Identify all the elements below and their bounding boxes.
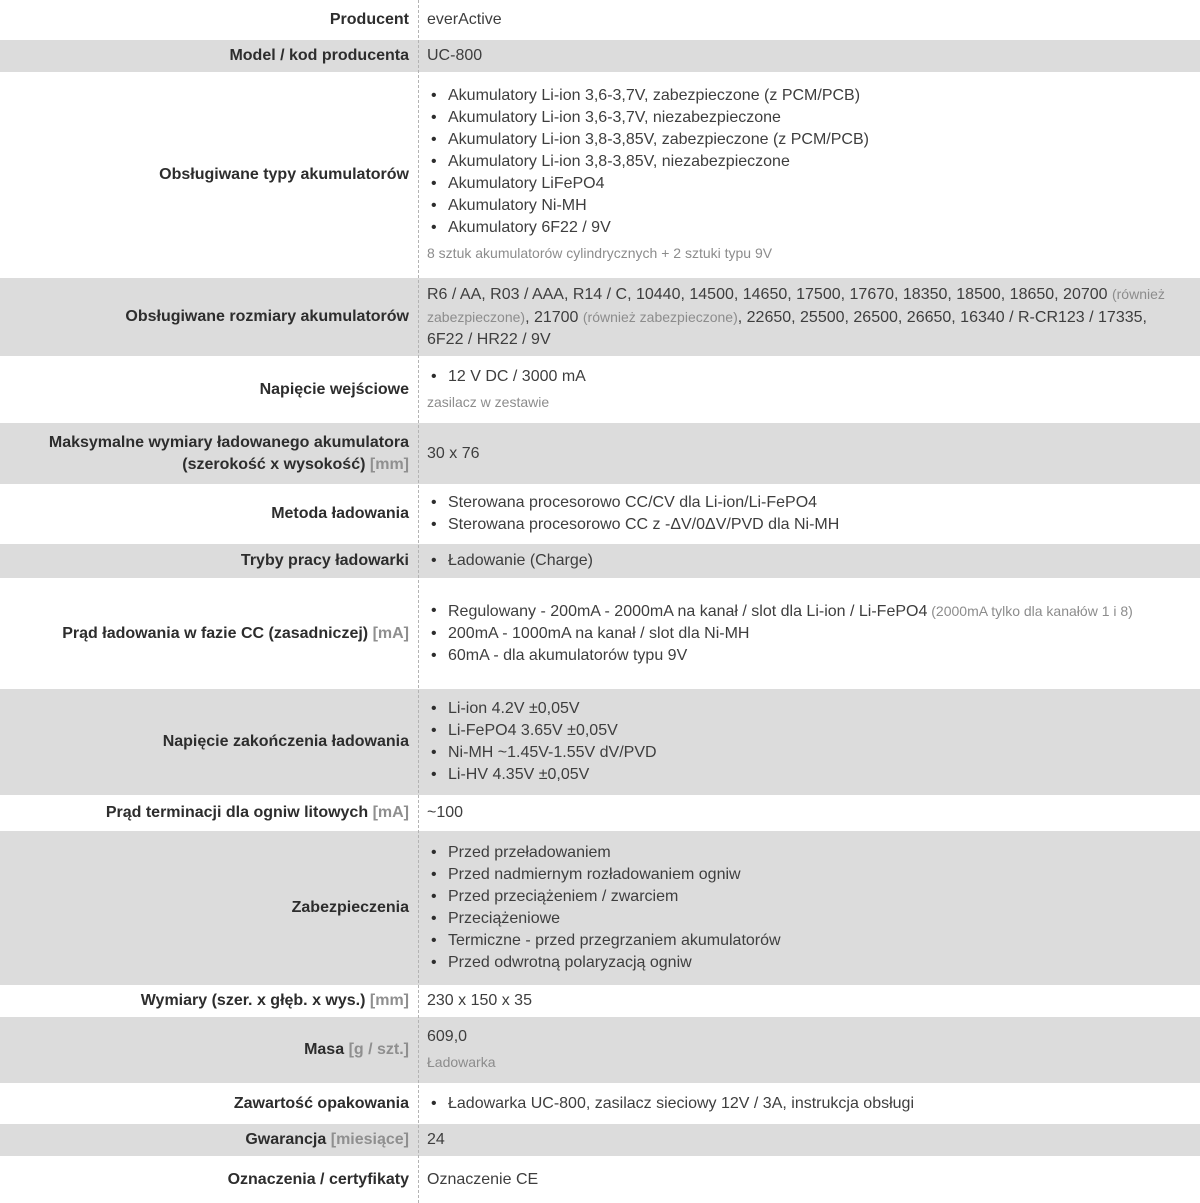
- spec-bullet-item: [427, 1093, 1182, 1115]
- spec-label-unit: [mm]: [369, 992, 409, 1009]
- spec-value-text: Termiczne - przed przegrzaniem akumulatorów: [448, 932, 781, 949]
- spec-text-line: [427, 990, 1182, 1012]
- spec-value: [418, 795, 1200, 831]
- spec-value-text: 12 V DC / 3000 mA: [448, 367, 586, 385]
- spec-text-line: [427, 443, 1182, 465]
- spec-label-text: Prąd ładowania w fazie CC (zasadniczej) [mA]: [62, 624, 409, 642]
- spec-value-text: Akumulatory Li-ion 3,8-3,85V, niezabezpieczone: [448, 153, 790, 170]
- spec-value-muted-text: (również zabezpieczone): [427, 286, 1165, 325]
- spec-bullet-item: [427, 151, 1182, 173]
- spec-label: [0, 0, 418, 40]
- spec-value: [418, 578, 1200, 689]
- spec-value-text: everActive: [427, 11, 502, 28]
- spec-value-text: Li-ion 4.2V ±0,05V: [448, 700, 580, 717]
- spec-label-unit: [g / szt.]: [348, 1041, 409, 1058]
- spec-bullet-list: [427, 842, 1182, 974]
- spec-value: [418, 1124, 1200, 1156]
- spec-value-text: R6 / AA, R03 / AAA, R14 / C, 10440, 14500, 14650, 17500, 17670, 18350, 18500, 18650, 20700: [427, 286, 1112, 303]
- spec-value-text: Li-FePO4 3.65V ±0,05V: [448, 722, 618, 739]
- spec-bullet-item: [427, 195, 1182, 217]
- spec-bullet-item: [427, 85, 1182, 107]
- spec-value-text: Sterowana procesorowo CC z -ΔV/0ΔV/PVD dla Ni-MH: [448, 516, 840, 533]
- spec-value-text: Akumulatory Li-ion 3,6-3,7V, zabezpieczone (z PCM/PCB): [448, 87, 861, 104]
- spec-value: [418, 689, 1200, 795]
- spec-bullet-item: [427, 698, 1182, 720]
- spec-label: [0, 356, 418, 423]
- spec-label-text: Prąd terminacji dla ogniw litowych [mA]: [105, 804, 409, 821]
- spec-label: [0, 1083, 418, 1124]
- spec-value: [418, 72, 1200, 278]
- spec-row: [0, 578, 1200, 689]
- spec-value-muted-text: (również zabezpieczone): [582, 309, 738, 325]
- spec-label: [0, 1017, 418, 1083]
- spec-label-text: Obsługiwane typy akumulatorów: [159, 166, 409, 183]
- spec-row: [0, 831, 1200, 985]
- spec-label-text: Tryby pracy ładowarki: [240, 552, 409, 569]
- spec-bullet-item: [427, 623, 1182, 645]
- column-divider: [418, 0, 419, 1203]
- spec-label-unit: [mA]: [372, 804, 409, 821]
- spec-value-text: Akumulatory 6F22 / 9V: [448, 219, 611, 236]
- spec-bullet-item: [427, 842, 1182, 864]
- spec-bullet-list: [427, 366, 1182, 388]
- spec-label-text: Zawartość opakowania: [233, 1094, 409, 1112]
- spec-note: [427, 1051, 1182, 1074]
- spec-bullet-list: [427, 85, 1182, 239]
- spec-row: [0, 795, 1200, 831]
- spec-label: [0, 278, 418, 356]
- spec-row: [0, 1017, 1200, 1083]
- spec-label-unit: [mm]: [369, 455, 409, 473]
- spec-label: [0, 544, 418, 578]
- spec-value-muted-text: zasilacz w zestawie: [427, 393, 550, 410]
- spec-value-text: Przed przeładowaniem: [448, 844, 611, 861]
- spec-label: [0, 423, 418, 484]
- spec-value-muted-text: (2000mA tylko dla kanałów 1 i 8): [927, 603, 1133, 619]
- spec-value-text: ~100: [427, 804, 464, 821]
- spec-value-text: 24: [427, 1131, 445, 1148]
- spec-row: [0, 278, 1200, 356]
- spec-value-text: , 22650, 25500, 26500, 26650, 16340 / R-CR123 / 17335, 6F22 / HR22 / 9V: [427, 309, 1147, 348]
- spec-label-text: Gwarancja [miesiące]: [245, 1131, 409, 1148]
- spec-label-text: Oznaczenia / certyfikaty: [227, 1170, 409, 1188]
- spec-value-text: 30 x 76: [427, 444, 480, 462]
- spec-note: [427, 391, 1182, 414]
- spec-value: [418, 278, 1200, 356]
- spec-note: [427, 242, 1182, 265]
- spec-label-text: Masa [g / szt.]: [304, 1041, 409, 1058]
- spec-label-text: Metoda ładowania: [271, 505, 409, 522]
- spec-bullet-item: [427, 129, 1182, 151]
- spec-row: [0, 1083, 1200, 1124]
- spec-value-text: 609,0: [427, 1028, 468, 1045]
- spec-value-text: 230 x 150 x 35: [427, 992, 532, 1009]
- spec-row: [0, 985, 1200, 1017]
- spec-value-text: Ładowanie (Charge): [448, 552, 593, 569]
- spec-value-text: Przeciążeniowe: [448, 910, 561, 927]
- spec-bullet-item: [427, 217, 1182, 239]
- spec-value: [418, 1017, 1200, 1083]
- spec-bullet-item: [427, 764, 1182, 786]
- spec-label-text: Napięcie zakończenia ładowania: [162, 733, 409, 750]
- spec-row: [0, 40, 1200, 72]
- spec-bullet-item: [427, 645, 1182, 667]
- spec-value-text: Przed nadmiernym rozładowaniem ogniw: [448, 866, 741, 883]
- spec-label-text: Napięcie wejściowe: [259, 380, 409, 398]
- spec-value-text: Li-HV 4.35V ±0,05V: [448, 766, 590, 783]
- spec-label-text: Producent: [329, 11, 409, 28]
- spec-bullet-list: [427, 1093, 1182, 1115]
- spec-label: [0, 484, 418, 544]
- spec-value-text: 200mA - 1000mA na kanał / slot dla Ni-MH: [448, 625, 750, 642]
- spec-value-text: Akumulatory Ni-MH: [448, 197, 587, 214]
- spec-row: [0, 1156, 1200, 1203]
- spec-bullet-item: [427, 952, 1182, 974]
- spec-label: [0, 1124, 418, 1156]
- spec-text-line: [427, 1169, 1182, 1191]
- spec-value-text: Oznaczenie CE: [427, 1170, 539, 1188]
- spec-row: [0, 356, 1200, 423]
- spec-value-text: Akumulatory LiFePO4: [448, 175, 605, 192]
- spec-bullet-list: [427, 492, 1182, 536]
- spec-value-text: UC-800: [427, 47, 483, 64]
- spec-bullet-item: [427, 514, 1182, 536]
- spec-value-muted-text: 8 sztuk akumulatorów cylindrycznych + 2 sztuki typu 9V: [427, 245, 773, 261]
- spec-value-text: Regulowany - 200mA - 2000mA na kanał / slot dla Li-ion / Li-FePO4: [448, 603, 928, 620]
- spec-value: [418, 1156, 1200, 1203]
- spec-value-text: Ładowarka UC-800, zasilacz sieciowy 12V / 3A, instrukcja obsługi: [448, 1094, 914, 1112]
- spec-bullet-list: [427, 698, 1182, 786]
- spec-value: [418, 0, 1200, 40]
- spec-label: [0, 831, 418, 985]
- spec-bullet-item: [427, 930, 1182, 952]
- spec-label-text: Zabezpieczenia: [291, 899, 409, 916]
- spec-value-text: Ni-MH ~1.45V-1.55V dV/PVD: [448, 744, 657, 761]
- spec-label-unit: [miesiące]: [330, 1131, 409, 1148]
- spec-bullet-item: [427, 492, 1182, 514]
- spec-text-line: [427, 283, 1182, 351]
- spec-row: [0, 689, 1200, 795]
- spec-value-text: 60mA - dla akumulatorów typu 9V: [448, 647, 688, 664]
- spec-value: [418, 544, 1200, 578]
- spec-value-text: Akumulatory Li-ion 3,8-3,85V, zabezpieczone (z PCM/PCB): [448, 131, 869, 148]
- spec-label: [0, 578, 418, 689]
- spec-value: [418, 1083, 1200, 1124]
- spec-bullet-list: [427, 550, 1182, 572]
- spec-value-text: Sterowana procesorowo CC/CV dla Li-ion/Li-FePO4: [448, 494, 818, 511]
- spec-value-text: Przed przeciążeniem / zwarciem: [448, 888, 679, 905]
- spec-text-line: [427, 1129, 1182, 1151]
- spec-text-line: [427, 802, 1182, 824]
- spec-text-line: [427, 1026, 1182, 1048]
- spec-bullet-item: [427, 107, 1182, 129]
- spec-label-text: Maksymalne wymiary ładowanego akumulatora (szerokość x wysokość) [mm]: [48, 433, 409, 473]
- spec-label: [0, 985, 418, 1017]
- spec-value-muted-text: Ładowarka: [427, 1054, 496, 1070]
- spec-bullet-item: [427, 600, 1182, 623]
- spec-bullet-list: [427, 600, 1182, 667]
- spec-bullet-item: [427, 550, 1182, 572]
- spec-value: [418, 831, 1200, 985]
- spec-label: [0, 795, 418, 831]
- spec-label-text: Obsługiwane rozmiary akumulatorów: [125, 308, 409, 325]
- spec-bullet-item: [427, 720, 1182, 742]
- spec-row: [0, 1124, 1200, 1156]
- spec-label: [0, 689, 418, 795]
- spec-label: [0, 40, 418, 72]
- spec-value: [418, 985, 1200, 1017]
- spec-value-text: Akumulatory Li-ion 3,6-3,7V, niezabezpieczone: [448, 109, 781, 126]
- spec-label: [0, 72, 418, 278]
- spec-row: [0, 423, 1200, 484]
- spec-value: [418, 423, 1200, 484]
- spec-bullet-item: [427, 886, 1182, 908]
- spec-row: [0, 0, 1200, 40]
- spec-bullet-item: [427, 742, 1182, 764]
- spec-row: [0, 544, 1200, 578]
- spec-value: [418, 356, 1200, 423]
- spec-value: [418, 40, 1200, 72]
- spec-label: [0, 1156, 418, 1203]
- spec-value-text: , 21700: [525, 309, 583, 326]
- spec-label-text: Model / kod producenta: [229, 47, 409, 64]
- spec-text-line: [427, 45, 1182, 67]
- spec-label-unit: [mA]: [372, 624, 409, 642]
- spec-row: [0, 484, 1200, 544]
- spec-label-text: Wymiary (szer. x głęb. x wys.) [mm]: [140, 992, 409, 1009]
- spec-row: [0, 72, 1200, 278]
- spec-value-text: Przed odwrotną polaryzacją ogniw: [448, 954, 692, 971]
- spec-bullet-item: [427, 908, 1182, 930]
- spec-bullet-item: [427, 173, 1182, 195]
- spec-value: [418, 484, 1200, 544]
- spec-bullet-item: [427, 366, 1182, 388]
- spec-bullet-item: [427, 864, 1182, 886]
- spec-text-line: [427, 9, 1182, 31]
